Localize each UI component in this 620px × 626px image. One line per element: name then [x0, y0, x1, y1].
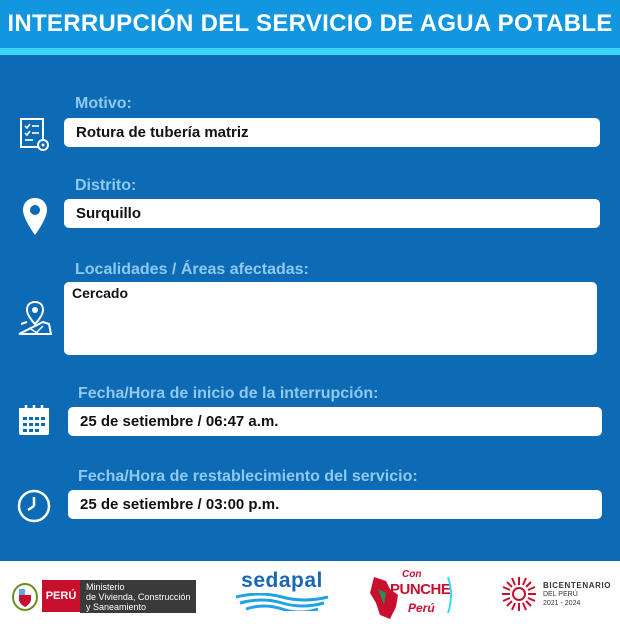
restablecimiento-label: Fecha/Hora de restablecimiento del servicio: — [78, 468, 418, 485]
peru-badge: PERÚ — [42, 580, 80, 612]
government-logo — [12, 579, 196, 613]
bicentenario-line-1: BICENTENARIO — [543, 580, 612, 590]
bicentenario-line-3: 2021 - 2024 — [543, 599, 581, 607]
footer-logos — [0, 561, 620, 626]
campaign-line-3: Perú — [408, 601, 435, 615]
info-panel — [0, 55, 620, 561]
distrito-label: Distrito: — [75, 177, 137, 194]
page-title: INTERRUPCIÓN DEL SERVICIO DE AGUA POTABLE — [7, 10, 613, 37]
water-waves-icon — [234, 593, 330, 611]
motivo-field: Rotura de tubería matriz — [64, 118, 600, 147]
motivo-label: Motivo: — [75, 95, 132, 112]
distrito-field: Surquillo — [64, 199, 600, 228]
ministry-line-2: de Vivienda, Construcción — [86, 591, 191, 602]
sedapal-wordmark: sedapal — [241, 569, 323, 592]
location-pin-icon — [22, 197, 48, 242]
calendar-icon — [18, 404, 50, 441]
header-accent-band — [0, 48, 620, 55]
con-punche-peru-logo — [368, 569, 454, 623]
ministry-line-1: Ministerio — [86, 581, 125, 592]
inicio-label: Fecha/Hora de inicio de la interrupción: — [78, 385, 379, 402]
bracket-icon — [446, 575, 456, 615]
bicentenario-logo — [500, 575, 611, 613]
ministry-name — [80, 580, 196, 613]
bicentenario-emblem-icon — [500, 575, 538, 613]
clock-icon — [17, 489, 51, 528]
ministry-line-3: y Saneamiento — [86, 601, 147, 612]
coat-of-arms-icon — [12, 581, 38, 611]
restablecimiento-field: 25 de setiembre / 03:00 p.m. — [68, 490, 602, 519]
checklist-gear-icon — [19, 117, 51, 158]
header-bar — [0, 0, 620, 48]
localidades-label: Localidades / Áreas afectadas: — [75, 261, 309, 278]
campaign-line-2: PUNCHE — [390, 581, 451, 598]
bicentenario-text — [543, 581, 611, 608]
campaign-line-1: Con — [402, 569, 422, 580]
localidades-field: Cercado — [64, 282, 597, 355]
sedapal-logo — [234, 569, 330, 616]
bicentenario-line-2: DEL PERÚ — [543, 590, 578, 598]
inicio-field: 25 de setiembre / 06:47 a.m. — [68, 407, 602, 436]
map-pin-icon — [17, 300, 53, 341]
